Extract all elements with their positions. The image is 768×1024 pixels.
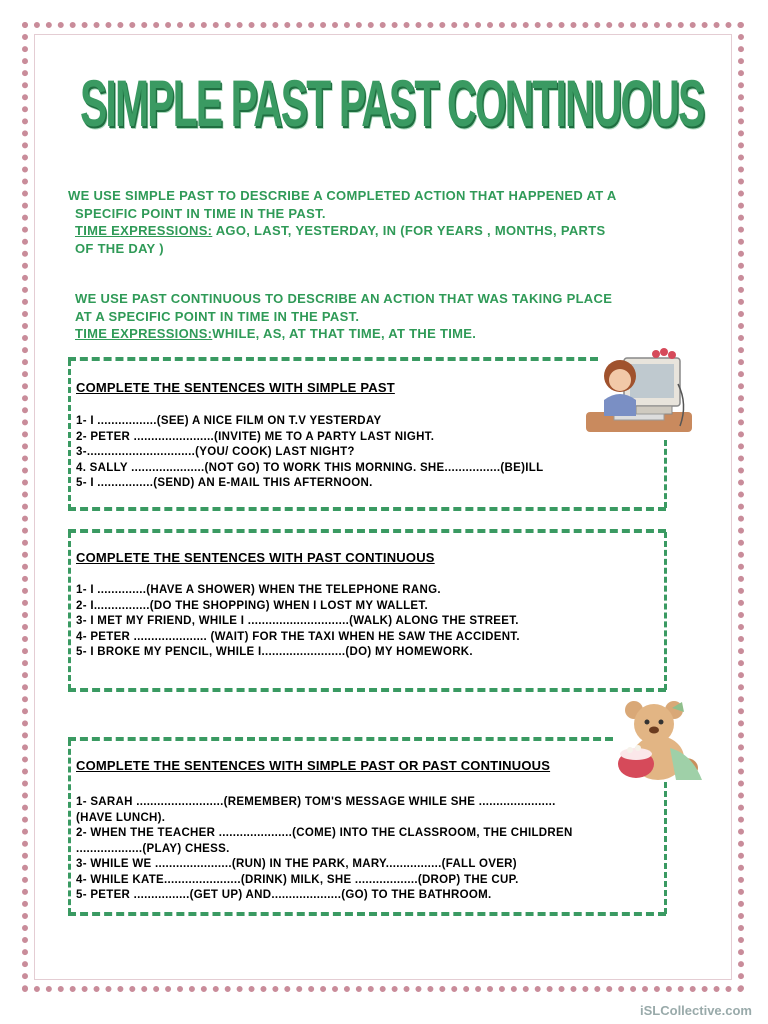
time-expressions-line bbox=[68, 222, 617, 240]
definition-line: WE USE PAST CONTINUOUS TO DESCRIBE AN ACTION THAT WAS TAKING PLACE bbox=[75, 291, 613, 306]
definition-line: WE USE SIMPLE PAST TO DESCRIBE A COMPLETED ACTION THAT HAPPENED AT A bbox=[68, 188, 617, 203]
list-item: 5- PETER ................(GET UP) AND....................(GO) TO THE BATHROOM. bbox=[76, 889, 492, 901]
list-item: 5- I BROKE MY PENCIL, WHILE I........................(DO) MY HOMEWORK. bbox=[76, 646, 473, 658]
exercise2-list bbox=[76, 583, 520, 661]
box-border-top bbox=[68, 357, 598, 361]
time-expressions-text: OF THE DAY ) bbox=[75, 240, 164, 256]
time-expressions-line bbox=[75, 325, 612, 343]
list-item: 5- I ................(SEND) AN E-MAIL THIS AFTERNOON. bbox=[76, 477, 373, 489]
page-title: SIMPLE PAST PAST CONTINUOUS bbox=[80, 66, 704, 140]
list-item: 3-...............................(YOU/ COOK) LAST NIGHT? bbox=[76, 446, 355, 458]
list-item: ...................(PLAY) CHESS. bbox=[76, 842, 230, 855]
watermark: iSLCollective.com bbox=[640, 1003, 752, 1018]
box-border-left bbox=[68, 740, 71, 914]
past-continuous-definition bbox=[75, 290, 612, 343]
time-expressions-label: TIME EXPRESSIONS: bbox=[75, 223, 213, 238]
teddy-bear-clipart-icon bbox=[612, 698, 704, 784]
box-border-right bbox=[664, 532, 667, 690]
list-item: 2- PETER .......................(INVITE) ME TO A PARTY LAST NIGHT. bbox=[76, 430, 435, 443]
list-item: 4- WHILE KATE......................(DRINK) MILK, SHE ..................(DROP) THE CUP. bbox=[76, 873, 519, 886]
time-expressions-text: WHILE, AS, AT THAT TIME, AT THE TIME. bbox=[212, 326, 477, 341]
list-item: 4. SALLY .....................(NOT GO) TO WORK THIS MORNING. SHE................(BE)ILL bbox=[76, 461, 544, 474]
exercise1-list bbox=[76, 414, 543, 492]
box-border-top bbox=[68, 737, 613, 741]
exercise3-heading: COMPLETE THE SENTENCES WITH SIMPLE PAST OR PAST CONTINUOUS bbox=[76, 758, 551, 773]
exercise3-list bbox=[76, 795, 573, 904]
list-item: 3- WHILE WE ......................(RUN) IN THE PARK, MARY................(FALL OVER) bbox=[76, 858, 517, 870]
box-border-bottom bbox=[68, 688, 666, 692]
list-item: 1- I .................(SEE) A NICE FILM ON T.V YESTERDAY bbox=[76, 415, 382, 427]
list-item: 1- I ..............(HAVE A SHOWER) WHEN THE TELEPHONE RANG. bbox=[76, 584, 441, 596]
definition-line: SPECIFIC POINT IN TIME IN THE PAST. bbox=[75, 205, 326, 221]
list-item: 2- I................(DO THE SHOPPING) WHEN I LOST MY WALLET. bbox=[76, 599, 428, 612]
simple-past-definition bbox=[68, 187, 617, 257]
box-border-left bbox=[68, 532, 71, 690]
time-expressions-text: AGO, LAST, YESTERDAY, IN (FOR YEARS , MONTHS, PARTS bbox=[212, 223, 606, 238]
box-border-bottom bbox=[68, 507, 666, 511]
exercise2-heading: COMPLETE THE SENTENCES WITH PAST CONTINUOUS bbox=[76, 550, 435, 565]
box-border-right bbox=[664, 440, 667, 508]
box-border-bottom bbox=[68, 912, 666, 916]
girl-computer-clipart-icon bbox=[584, 344, 696, 436]
box-border-left bbox=[68, 360, 71, 510]
exercise1-heading: COMPLETE THE SENTENCES WITH SIMPLE PAST bbox=[76, 380, 395, 395]
list-item: 4- PETER ..................... (WAIT) FOR THE TAXI WHEN HE SAW THE ACCIDENT. bbox=[76, 630, 520, 643]
list-item: 2- WHEN THE TEACHER .....................(COME) INTO THE CLASSROOM, THE CHILDREN bbox=[76, 827, 573, 839]
box-border-right bbox=[664, 782, 667, 914]
time-expressions-label: TIME EXPRESSIONS: bbox=[75, 326, 213, 341]
list-item: (HAVE LUNCH). bbox=[76, 811, 166, 824]
definition-line: AT A SPECIFIC POINT IN TIME IN THE PAST. bbox=[75, 308, 360, 324]
list-item: 1- SARAH .........................(REMEMBER) TOM'S MESSAGE WHILE SHE ...................... bbox=[76, 796, 556, 808]
box-border-top bbox=[68, 529, 666, 533]
list-item: 3- I MET MY FRIEND, WHILE I .............................(WALK) ALONG THE STREET. bbox=[76, 615, 519, 627]
